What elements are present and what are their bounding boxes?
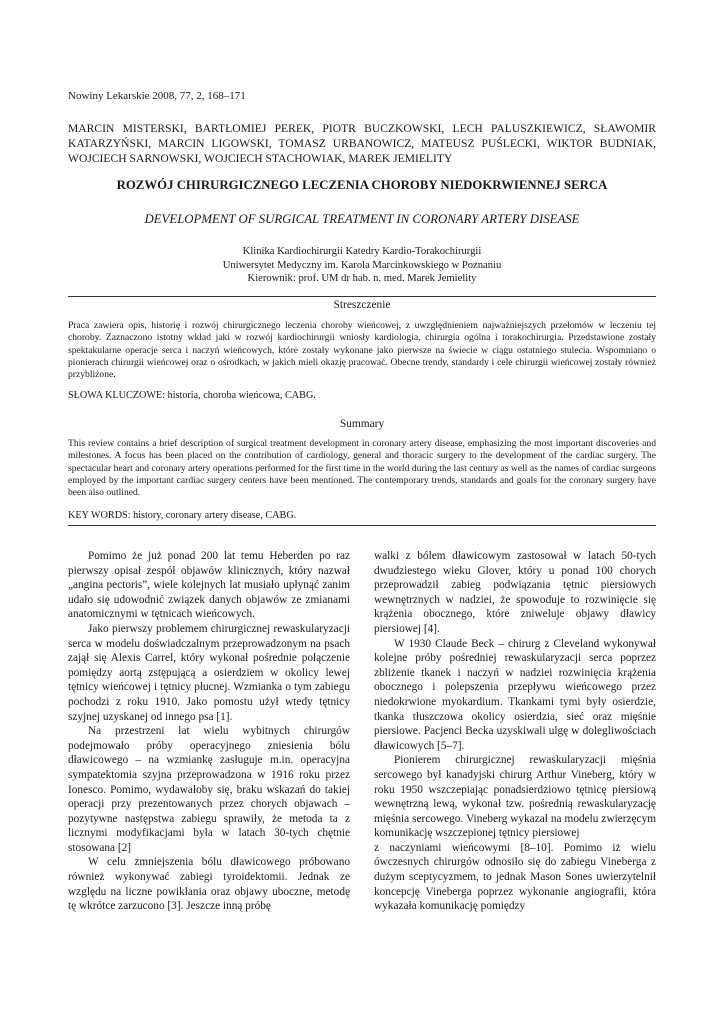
body-paragraph: Pomimo że już ponad 200 lat temu Heberden po raz pierwszy opisał zespół objawów klinicznych, który nazwał „angina pectoris”, wiele kolejnych lat musiało upłynąć zanim udało się udowodnić związek danych objawów ze zmianami anatomicznymi w tętnicach wieńcowych. xyxy=(68,550,350,621)
keywords-english: KEY WORDS: history, coronary artery disease, CABG. xyxy=(68,510,297,521)
body-paragraph: Pionierem chirurgicznej rewaskularyzacji mięśnia sercowego był kanadyjski chirurg Arthur Vineberg, który w roku 1950 wszczepiając ponadsierdziowo tętnicę piersiową wewnętrzną lewą, wykonał tzw. pośrednią rewaskularyzację mięśnia sercowego. Vineberg wykazał na modelu zwierzęcym komunikację wszczepionej tętnicy piersiowej xyxy=(374,754,656,840)
affiliation xyxy=(68,245,656,286)
abstract-divider xyxy=(68,525,656,526)
body-paragraph: Jako pierwszy problemem chirurgicznej rewaskularyzacji serca w modelu doświadczalnym przeprowadzonym na psach zajął się Alexis Carrel, który wykonał pośrednie połączenie pomiędzy aortą zstępującą a osierdziem w okolicy lewej tętnicy wieńcowej i tętnicy płucnej. Wzmianka o tym zabiegu pochodzi z roku 1910. Jako pomostu użył wtedy tętnicy szyjnej uzyskanej od innego psa [1]. xyxy=(68,622,350,723)
body-paragraph: Na przestrzeni lat wielu wybitnych chirurgów podejmowało próby operacyjnego zniesienia bólu dławicowego – na wzmiankę zasługuje m.in. operacyjna sympatektomia szyjna przeprowadzona w 1916 roku przez Ionesco. Pomimo, wydawałoby się, braku wskazań do takiej operacji przy prezentowanych przez chorych objawach – pozytywne następstwa zabiegu sprawiły, że metoda ta z licznymi modyfikacjami była w latach 30-tych chętnie stosowana [2] xyxy=(68,725,350,854)
body-column-left xyxy=(68,549,350,914)
summary-text: This review contains a brief description of surgical treatment development in coronary artery disease, emphasizing the most important discoveries and milestones. A focus has been placed on the contribution of cardiology, general and thoracic surgery to the development of the cardiac surgery. The spectacular heart and coronary artery operations performed for the first time in the world during the last century as well as the names of cardiac surgeons employed by the important cardiac surgery centers have been mentioned. The contemporary trends, standards and goals for the coronary surgery have been also outlined. xyxy=(68,438,656,499)
body-paragraph: z naczyniami wieńcowymi [8–10]. Pomimo iż wielu ówczesnych chirurgów odnosiło się do zabiegu Vineberga z dużym sceptycyzmem, to jednak Mason Sones uwierzytelnił koncepcję Vineberga poprzez wykonanie angiografii, która wykazała komunikację pomiędzy xyxy=(374,841,656,913)
streszczenie-text: Praca zawiera opis, historię i rozwój chirurgicznego leczenia choroby wieńcowej, z uwzględnieniem najważniejszych przełomów w leczeniu tej choroby. Zaznaczono istotny wkład jaki w rozwój kardiochirurgii wniosły kardiologia, chirurgia ogólna i torakochirurgia. Przedstawione zostały spektakularne operacje serca i naczyń wieńcowych, które zostały wykonane jako pierwsze na świecie w ciągu ostatniego stulecia. Wspomniano o pionierach chirurgii wieńcowej oraz o ośrodkach, w jakich mieli okazję pracować. Obecne trendy, standardy i cele chirurgii wieńcowej zostały również przybliżone. xyxy=(68,320,656,381)
body-paragraph: walki z bólem dławicowym zastosował w latach 50-tych dwudziestego wieku Glover, który u ponad 100 chorych przeprowadził zabieg podwiązania tętnic piersiowych wewnętrznych w nadziei, że spowoduje to rozwinięcie się krążenia obocznego, które zniweluje objawy dławicy piersiowej [4]. xyxy=(374,550,656,635)
affiliation-line: Kierownik: prof. UM dr hab. n. med. Marek Jemielity xyxy=(247,273,477,285)
title-polish: ROZWÓJ CHIRURGICZNEGO LECZENIA CHOROBY NIEDOKRWIENNEJ SERCA xyxy=(116,178,608,192)
body-column-right xyxy=(374,549,656,914)
title-english: DEVELOPMENT OF SURGICAL TREATMENT IN CORONARY ARTERY DISEASE xyxy=(144,212,580,226)
body-paragraph: W 1930 Claude Beck – chirurg z Cleveland wykonywał kolejne próby pośredniej rewaskularyzacji serca poprzez zbliżenie tkanek i naczyń w nadziei rozwinięcia krążenia obocznego i polepszenia przepływu wieńcowego przez niedokrwione myokardium. Tkankami tymi były osierdzie, tkanka tłuszczowa okolicy osierdzia, sieć oraz mięśnie piersiowe. Pacjenci Becka uzyskiwali ulgę w dolegliwościach dławicowych [5–7]. xyxy=(374,637,656,752)
author-list: MARCIN MISTERSKI, BARTŁOMIEJ PEREK, PIOTR BUCZKOWSKI, LECH PALUSZKIEWICZ, SŁAWOMIR KATARZYŃSKI, MARCIN LIGOWSKI, TOMASZ URBANOWICZ, MATEUSZ PUŚLECKI, WIKTOR BUDNIAK, WOJCIECH SARNOWSKI, WOJCIECH STACHOWIAK, MAREK JEMIELITY xyxy=(68,122,656,165)
streszczenie-heading: Streszczenie xyxy=(333,299,391,311)
header-divider xyxy=(68,296,656,297)
journal-citation: Nowiny Lekarskie 2008, 77, 2, 168–171 xyxy=(68,90,246,102)
affiliation-line: Uniwersytet Medyczny im. Karola Marcinkowskiego w Poznaniu xyxy=(222,259,502,271)
affiliation-line: Klinika Kardiochirurgii Katedry Kardio-Torakochirurgii xyxy=(242,246,482,257)
body-paragraph: W celu zmniejszenia bólu dławicowego próbowano również wykonywać zabiegi tyroidektomii. Jednak ze względu na liczne powikłania oraz objawy uboczne, metodę tę wkrótce zarzucono [3]. Jeszcze inną próbę xyxy=(68,856,350,913)
summary-heading: Summary xyxy=(339,418,385,430)
keywords-polish: SŁOWA KLUCZOWE: historia, choroba wieńcowa, CABG. xyxy=(68,390,316,401)
